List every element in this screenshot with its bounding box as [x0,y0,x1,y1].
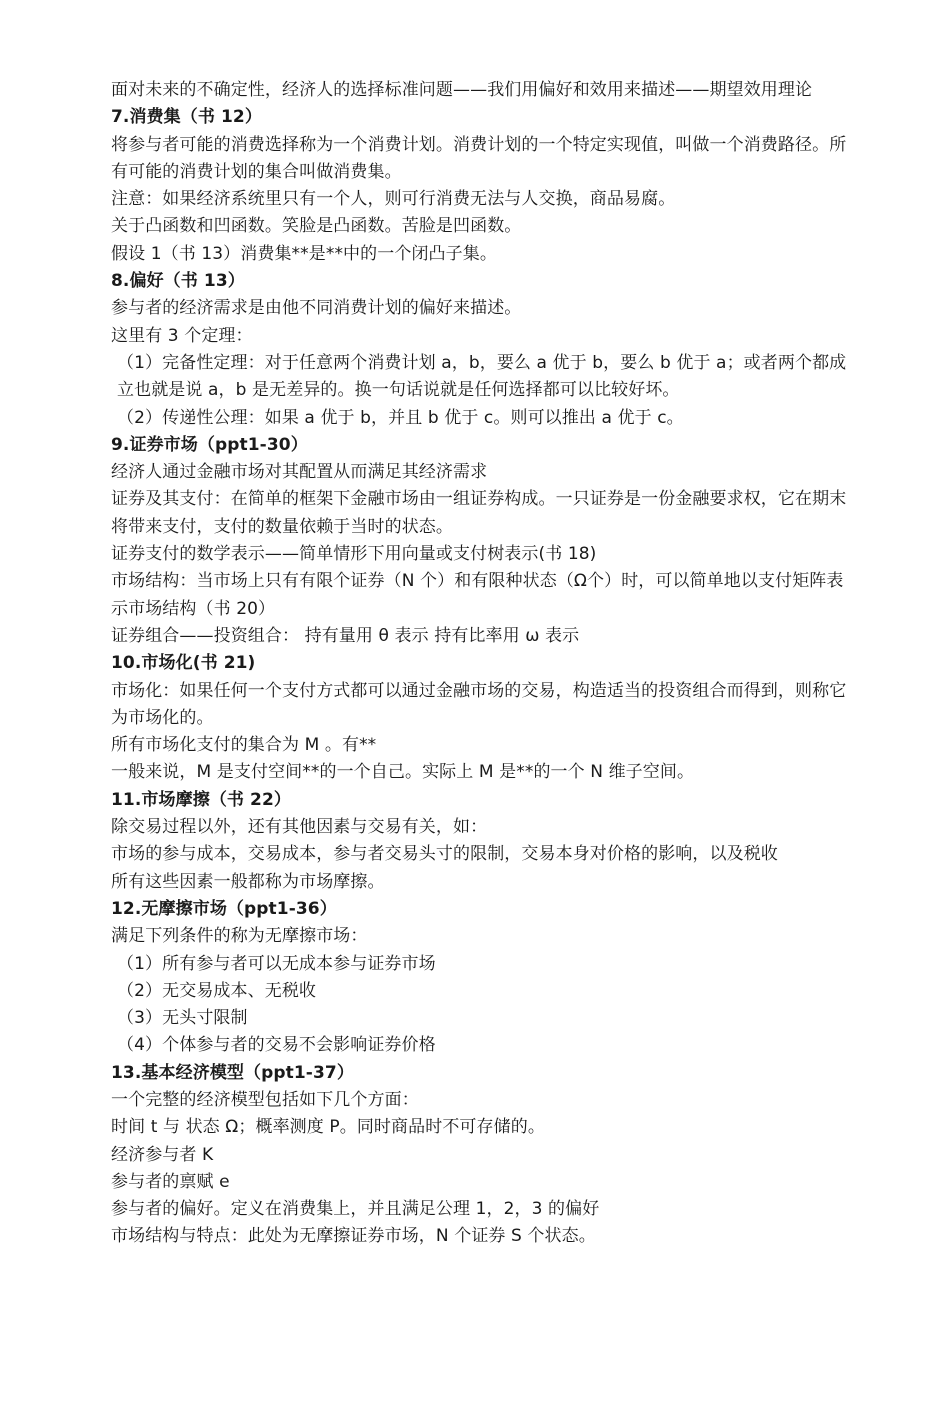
paragraph-security-payoff: 证券及其支付：在简单的框架下金融市场由一组证券构成。一只证券是一份金融要求权，它在期末将带来支付，支付的数量依赖于当时的状态。 [111,489,847,537]
paragraph-participant-preference: 参与者的偏好。定义在消费集上，并且满足公理 1，2，3 的偏好 [111,1199,600,1220]
paragraph-friction-list: 市场的参与成本，交易成本，参与者交易头寸的限制，交易本身对价格的影响，以及税收 [111,844,778,865]
paragraph-frictionless-conditions: 满足下列条件的称为无摩擦市场： [111,926,368,947]
paragraph-model-aspects: 一个完整的经济模型包括如下几个方面： [111,1089,419,1110]
document-page [111,77,849,1251]
section-heading-frictionless-market: 12.无摩擦市场（ppt1-36） [111,898,337,919]
paragraph-market-structure: 市场结构：当市场上只有有限个证券（N 个）和有限种状态（Ω个）时，可以简单地以支付矩阵表示市场结构（书 20） [111,571,844,619]
section-heading-preference: 8.偏好（书 13） [111,271,245,292]
paragraph-consumption-plan: 将参与者可能的消费选择称为一个消费计划。消费计划的一个特定实现值，叫做一个消费路径。所有可能的消费计划的集合叫做消费集。 [111,134,847,182]
paragraph-convex-concave: 关于凸函数和凹函数。笑脸是凸函数。苦脸是凹函数。 [111,216,522,237]
paragraph-preference-description: 参与者的经济需求是由他不同消费计划的偏好来描述。 [111,298,522,319]
paragraph-other-factors: 除交易过程以外，还有其他因素与交易有关，如： [111,817,488,838]
paragraph-note: 注意：如果经济系统里只有一个人，则可行消费无法与人交换，商品易腐。 [111,189,676,210]
list-item-no-position-limit: （3）无头寸限制 [117,1008,248,1029]
list-item-price-taker: （4）个体参与者的交易不会影响证券价格 [117,1035,436,1056]
paragraph-market-features: 市场结构与特点：此处为无摩擦证券市场，N 个证券 S 个状态。 [111,1226,596,1247]
paragraph-friction-definition: 所有这些因素一般都称为市场摩擦。 [111,871,385,892]
paragraph-payoff-representation: 证券支付的数学表示——简单情形下用向量或支付树表示(书 18) [111,544,597,565]
list-item-transitivity: （2）传递性公理：如果 a 优于 b，并且 b 优于 c。则可以推出 a 优于 c。 [117,407,684,428]
paragraph-subspace: 一般来说，M 是支付空间**的一个自己。实际上 M 是**的一个 N 维子空间。 [111,762,695,783]
paragraph-portfolio: 证券组合——投资组合： 持有量用 θ 表示 持有比率用 ω 表示 [111,625,580,646]
paragraph-marketed-definition: 市场化：如果任何一个支付方式都可以通过金融市场的交易，构造适当的投资组合而得到，则称它为市场化的。 [111,680,847,728]
paragraph-financial-market: 经济人通过金融市场对其配置从而满足其经济需求 [111,462,488,483]
paragraph-endowment: 参与者的禀赋 e [111,1171,230,1192]
paragraph-time-state: 时间 t 与 状态 Ω；概率测度 P。同时商品时不可存储的。 [111,1117,545,1138]
section-heading-securities-market: 9.证券市场（ppt1-30） [111,434,308,455]
paragraph-assumption-1: 假设 1（书 13）消费集**是**中的一个闭凸子集。 [111,243,497,264]
list-item-completeness: （1）完备性定理：对于任意两个消费计划 a，b，要么 a 优于 b，要么 b 优于 a；或者两个都成立也就是说 a，b 是无差异的。换一句话说就是任何选择都可以比较好坏。 [117,352,847,401]
section-heading-market-friction: 11.市场摩擦（书 22） [111,789,291,810]
section-heading-basic-model: 13.基本经济模型（ppt1-37） [111,1062,354,1083]
section-heading-marketed: 10.市场化(书 21) [111,653,256,674]
paragraph-expected-utility: 面对未来的不确定性，经济人的选择标准问题——我们用偏好和效用来描述——期望效用理论 [111,80,813,100]
paragraph-participants: 经济参与者 K [111,1144,214,1165]
list-item-no-participation-cost: （1）所有参与者可以无成本参与证券市场 [117,953,436,974]
list-item-no-transaction-cost: （2）无交易成本、无税收 [117,980,317,1001]
paragraph-three-theorems: 这里有 3 个定理： [111,325,253,346]
section-heading-consumption-set: 7.消费集（书 12） [111,107,262,128]
paragraph-marketed-set: 所有市场化支付的集合为 M 。有** [111,735,377,756]
